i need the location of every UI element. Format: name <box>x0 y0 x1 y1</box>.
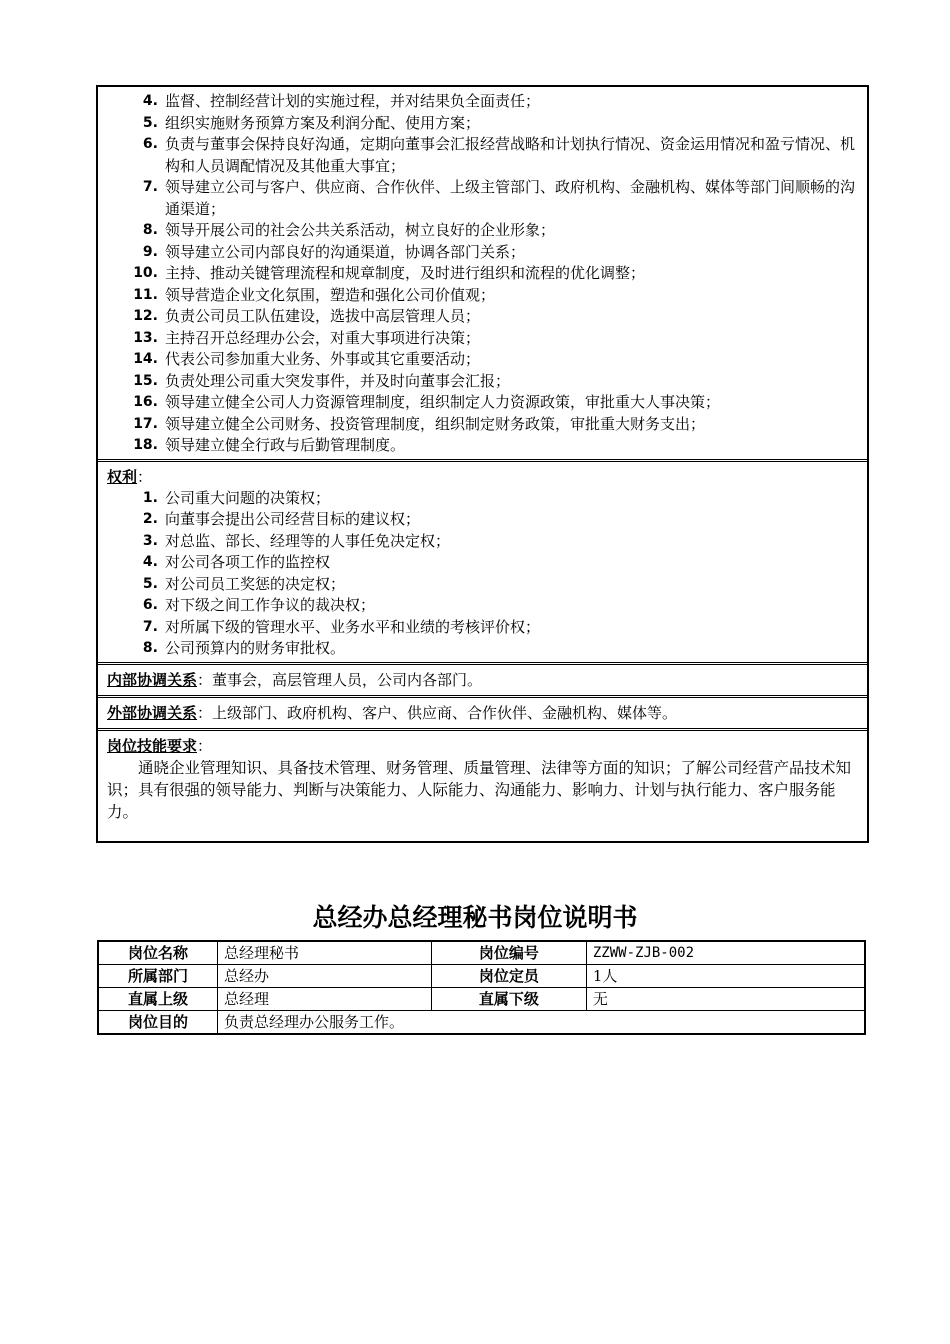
list-item-text: 领导建立公司与客户、供应商、合作伙伴、上级主管部门、政府机构、金融机构、媒体等部门间顺畅的沟通渠道； <box>165 178 856 218</box>
list-item-text: 对所属下级的管理水平、业务水平和业绩的考核评价权； <box>165 617 541 636</box>
external-relations-section <box>98 695 867 728</box>
rights-list <box>98 488 867 662</box>
list-item <box>98 595 857 617</box>
internal-relations-line <box>98 665 867 695</box>
list-item-number: 12 . <box>128 306 158 328</box>
list-item <box>98 220 857 242</box>
list-item-number: 7 . <box>128 177 158 199</box>
headcount-label: 岗位定员 <box>431 965 586 988</box>
list-item-text: 对总监、部长、经理等的人事任免决定权； <box>165 531 451 550</box>
list-item <box>98 531 857 553</box>
skills-heading: 岗位技能要求 <box>107 736 198 755</box>
list-item-text: 对下级之间工作争议的裁决权； <box>165 596 376 614</box>
list-item <box>98 371 857 393</box>
list-item <box>98 509 857 531</box>
rights-section <box>98 459 867 662</box>
list-item <box>98 392 857 414</box>
list-item-number: 6 . <box>128 134 158 156</box>
list-item-number: 1 . <box>128 488 158 510</box>
list-item-number: 8 . <box>128 638 158 660</box>
list-item-number: 18 . <box>128 435 158 457</box>
department-value: 总经办 <box>218 965 432 988</box>
list-item-number: 2 . <box>128 509 158 531</box>
external-relations-text: 上级部门、政府机构、客户、供应商、合作伙伴、金融机构、媒体等。 <box>212 703 678 722</box>
list-item <box>98 306 857 328</box>
position-name-value: 总经理秘书 <box>218 941 432 965</box>
list-item-number: 4 . <box>128 91 158 113</box>
list-item-number: 16 . <box>128 392 158 414</box>
info-row <box>98 965 865 988</box>
headcount-value: 1人 <box>586 965 865 988</box>
list-item <box>98 488 857 510</box>
list-item-text: 领导营造企业文化氛围，塑造和强化公司价值观； <box>165 285 496 304</box>
list-item <box>98 552 857 574</box>
list-item <box>98 113 857 135</box>
direct-superior-value: 总经理 <box>218 988 432 1011</box>
list-item-number: 11 . <box>128 285 158 307</box>
list-item-number: 14 . <box>128 349 158 371</box>
list-item <box>98 414 857 436</box>
external-relations-heading: 外部协调关系 <box>107 703 198 722</box>
list-item <box>98 574 857 596</box>
position-name-label: 岗位名称 <box>98 941 218 965</box>
list-item <box>98 435 857 457</box>
info-row <box>98 988 865 1011</box>
list-item-text: 主持、推动关键管理流程和规章制度，及时进行组织和流程的优化调整； <box>165 264 646 282</box>
document-title: 总经办总经理秘书岗位说明书 <box>312 903 638 932</box>
list-item-text: 负责与董事会保持良好沟通，定期向董事会汇报经营战略和计划执行情况、资金运用情况和盈亏情况、机构和人员调配情况及其他重大事宜； <box>165 135 856 175</box>
list-item-text: 领导建立公司内部良好的沟通渠道，协调各部门关系； <box>165 242 526 261</box>
position-info-table <box>97 940 866 1035</box>
direct-subordinate-value: 无 <box>586 988 865 1011</box>
list-item-text: 监督、控制经营计划的实施过程，并对结果负全面责任； <box>165 92 541 110</box>
list-item-text: 负责公司员工队伍建设，选拔中高层管理人员； <box>165 307 481 325</box>
position-code-label: 岗位编号 <box>431 941 586 965</box>
position-code-value: ZZWW-ZJB-002 <box>586 941 865 965</box>
skills-section <box>98 728 867 841</box>
list-item-number: 10 . <box>128 263 158 285</box>
list-item-number: 8 . <box>128 220 158 242</box>
list-item-number: 3 . <box>128 531 158 553</box>
list-item-text: 领导建立健全行政与后勤管理制度。 <box>165 436 406 454</box>
skills-heading-line <box>98 731 867 757</box>
info-row <box>98 941 865 965</box>
list-item-text: 主持召开总经理办公会，对重大事项进行决策； <box>165 328 481 347</box>
list-item-number: 6 . <box>128 595 158 617</box>
list-item-text: 公司重大问题的决策权； <box>165 488 331 507</box>
rights-heading-line <box>98 462 867 488</box>
internal-relations-heading: 内部协调关系 <box>107 670 198 689</box>
list-item <box>98 177 857 220</box>
list-item <box>98 638 857 660</box>
list-item-text: 领导建立健全公司财务、投资管理制度，组织制定财务政策，审批重大财务支出； <box>165 414 706 433</box>
list-item <box>98 263 857 285</box>
list-item-text: 向董事会提出公司经营目标的建议权； <box>165 510 421 528</box>
list-item <box>98 349 857 371</box>
list-item-text: 领导建立健全公司人力资源管理制度，组织制定人力资源政策，审批重大人事决策； <box>165 393 721 411</box>
list-item-number: 4 . <box>128 552 158 574</box>
list-item-number: 9 . <box>128 242 158 264</box>
list-item <box>98 617 857 639</box>
position-purpose-label: 岗位目的 <box>98 1011 218 1035</box>
list-item <box>98 134 857 177</box>
list-item-number: 13 . <box>128 328 158 350</box>
job-description-frame <box>97 86 868 842</box>
list-item-number: 5 . <box>128 574 158 596</box>
skills-colon: ： <box>197 736 213 755</box>
skills-text: 通晓企业管理知识、具备技术管理、财务管理、质量管理、法律等方面的知识；了解公司经营产品技术知识；具有很强的领导能力、判断与决策能力、人际能力、沟通能力、影响力、计划与执行能力、客户服务能力。 <box>107 758 852 821</box>
duties-list <box>98 87 867 459</box>
list-item-number: 7 . <box>128 617 158 639</box>
list-item-number: 17 . <box>128 414 158 436</box>
list-item <box>98 328 857 350</box>
external-relations-colon: ： <box>197 703 213 722</box>
list-item-text: 代表公司参加重大业务、外事或其它重要活动； <box>165 350 481 368</box>
list-item-text: 组织实施财务预算方案及利润分配、使用方案； <box>165 113 481 132</box>
list-item <box>98 285 857 307</box>
list-item-text: 对公司员工奖惩的决定权； <box>165 574 346 593</box>
list-item-text: 领导开展公司的社会公共关系活动，树立良好的企业形象； <box>165 221 556 239</box>
department-label: 所属部门 <box>98 965 218 988</box>
list-item-text: 公司预算内的财务审批权。 <box>165 639 346 657</box>
list-item-text: 对公司各项工作的监控权 <box>165 553 331 571</box>
internal-relations-section <box>98 662 867 695</box>
list-item-number: 15 . <box>128 371 158 393</box>
list-item <box>98 242 857 264</box>
external-relations-line <box>98 698 867 728</box>
internal-relations-colon: ： <box>197 670 213 689</box>
rights-heading: 权利 <box>107 467 138 486</box>
list-item-text: 负责处理公司重大突发事件，并及时向董事会汇报； <box>165 371 511 390</box>
rights-colon: ： <box>137 467 153 486</box>
direct-subordinate-label: 直属下级 <box>431 988 586 1011</box>
info-row <box>98 1011 865 1035</box>
list-item-number: 5 . <box>128 113 158 135</box>
position-purpose-value: 负责总经理办公服务工作。 <box>218 1011 866 1035</box>
list-item <box>98 91 857 113</box>
internal-relations-text: 董事会，高层管理人员，公司内各部门。 <box>212 670 483 689</box>
direct-superior-label: 直属上级 <box>98 988 218 1011</box>
duties-section <box>98 87 867 459</box>
